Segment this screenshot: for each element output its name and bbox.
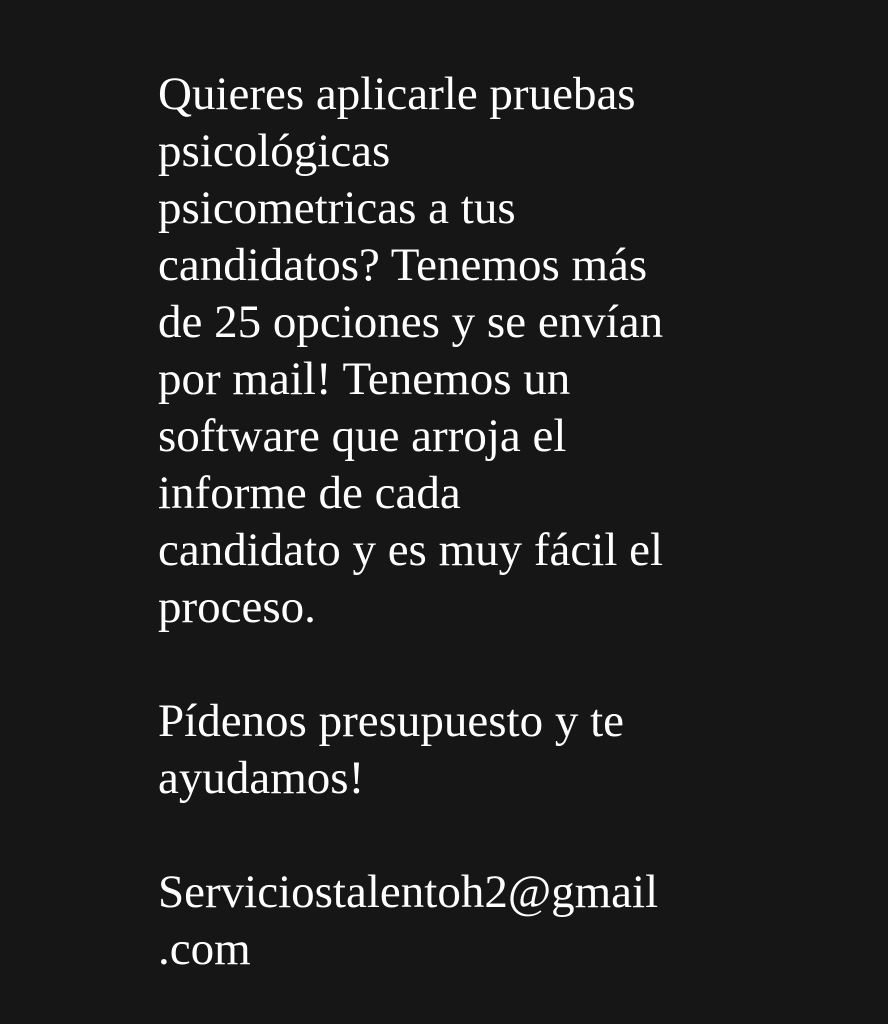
paragraph-spacer [158, 636, 738, 693]
contact-email [158, 864, 738, 978]
email-line: Serviciostalentoh2@gmail [158, 866, 659, 918]
paragraph-offer [158, 66, 738, 636]
text-line: Pídenos presupuesto y te [158, 695, 625, 747]
story-text [158, 66, 738, 978]
text-line: informe de cada [158, 467, 461, 519]
paragraph-call-to-action [158, 693, 738, 807]
text-line: ayudamos! [158, 752, 365, 804]
text-line: software que arroja el [158, 410, 567, 462]
text-line: por mail! Tenemos un [158, 353, 571, 405]
text-line: psicometricas a tus [158, 182, 516, 234]
text-line: Quieres aplicarle pruebas [158, 68, 636, 120]
text-line: de 25 opciones y se envían [158, 296, 664, 348]
email-line: .com [158, 923, 251, 975]
text-line: proceso. [158, 581, 316, 633]
text-line: psicológicas [158, 125, 391, 177]
text-line: candidatos? Tenemos más [158, 239, 648, 291]
paragraph-spacer [158, 807, 738, 864]
text-line: candidato y es muy fácil el [158, 524, 664, 576]
